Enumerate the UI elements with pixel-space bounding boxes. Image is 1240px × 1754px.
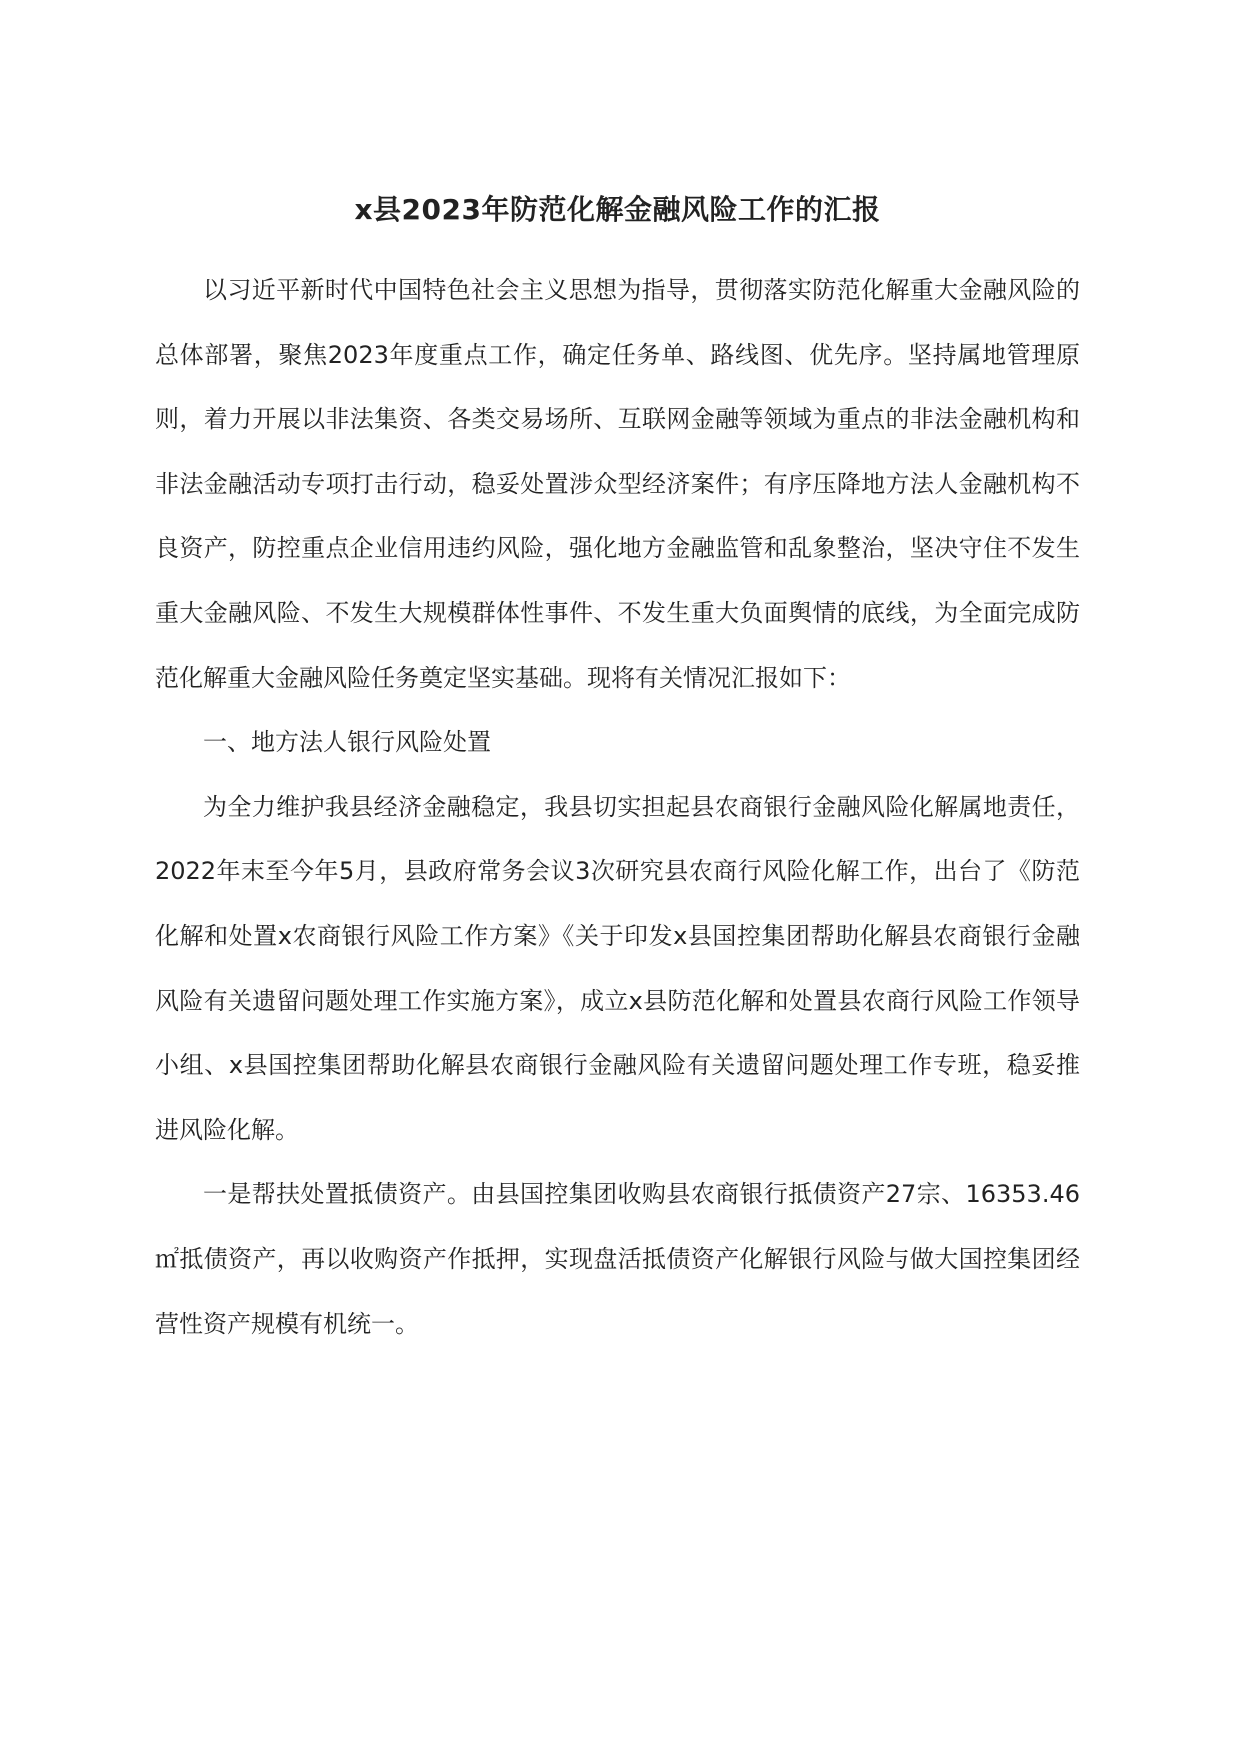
- paragraph-section-1: 为全力维护我县经济金融稳定，我县切实担起县农商银行金融风险化解属地责任，2022年末至今年5月，县政府常务会议3次研究县农商行风险化解工作，出台了《防范化解和处置x农商银行风险工作方案》《关于印发x县国控集团帮助化解县农商银行金融风险有关遗留问题处理工作实施方案》，成立x县防范化解和处置县农商行风险工作领导小组、x县国控集团帮助化解县农商银行金融风险有关遗留问题处理工作专班，稳妥推进风险化解。: [155, 792, 1080, 1144]
- document-title: x县2023年防范化解金融风险工作的汇报: [354, 193, 881, 226]
- section-heading-1: 一、地方法人银行风险处置: [203, 728, 491, 757]
- paragraph-measure-1: 一是帮扶处置抵债资产。由县国控集团收购县农商银行抵债资产27宗、16353.46㎡抵债资产，再以收购资产作抵押，实现盘活抵债资产化解银行风险与做大国控集团经营性资产规模有机统一。: [155, 1180, 1080, 1338]
- paragraph-intro: 以习近平新时代中国特色社会主义思想为指导，贯彻落实防范化解重大金融风险的总体部署，聚焦2023年度重点工作，确定任务单、路线图、优先序。坚持属地管理原则，着力开展以非法集资、各类交易场所、互联网金融等领域为重点的非法金融机构和非法金融活动专项打击行动，稳妥处置涉众型经济案件；有序压降地方法人金融机构不良资产，防控重点企业信用违约风险，强化地方金融监管和乱象整治，坚决守住不发生重大金融风险、不发生大规模群体性事件、不发生重大负面舆情的底线，为全面完成防范化解重大金融风险任务奠定坚实基础。现将有关情况汇报如下：: [155, 276, 1080, 692]
- document-body: [155, 258, 1080, 1356]
